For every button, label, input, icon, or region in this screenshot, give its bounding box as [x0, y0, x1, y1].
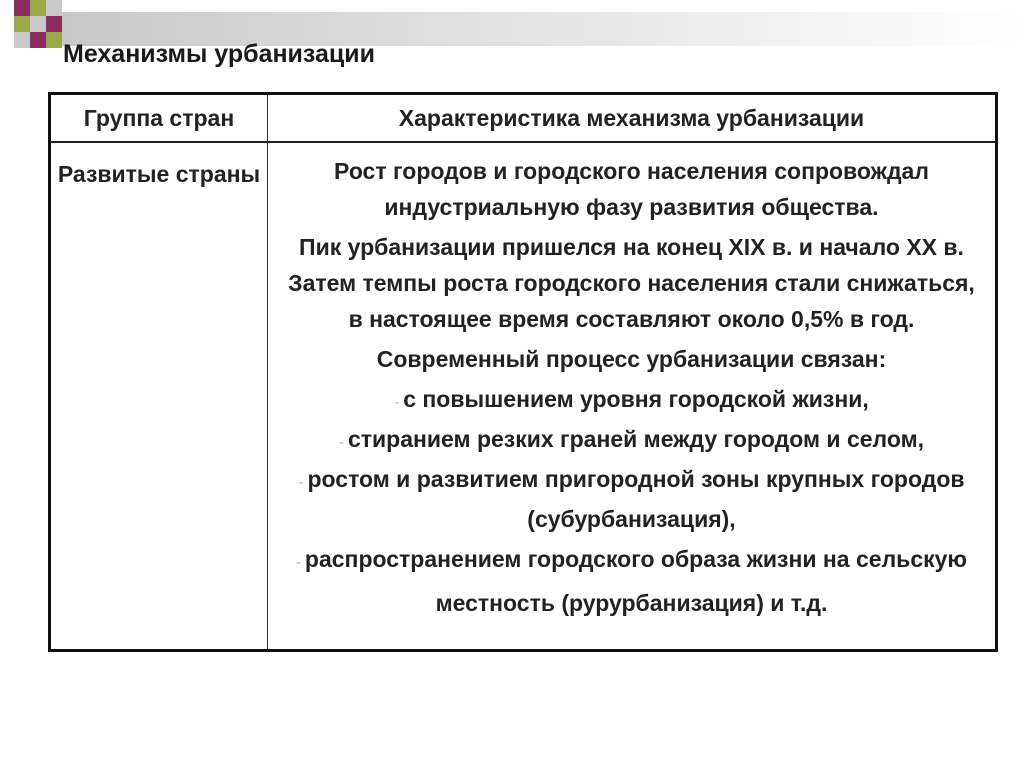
- slide-title: Механизмы урбанизации: [63, 40, 376, 68]
- bullet-marker: -: [338, 434, 344, 451]
- list-item: [286, 461, 977, 537]
- header-country-group: Группа стран: [50, 94, 268, 143]
- table-row: [50, 142, 997, 651]
- list-item-text: стиранием резких граней между городом и селом,: [347, 426, 924, 452]
- list-item: [286, 421, 977, 461]
- bullet-marker: -: [295, 554, 301, 571]
- bullet-marker: -: [298, 474, 304, 491]
- bullet-marker: -: [394, 394, 400, 411]
- urbanization-table: [48, 92, 998, 652]
- list-item-text: с повышением уровня городской жизни,: [403, 386, 869, 412]
- paragraph-growth: Рост городов и городского населения сопровождал индустриальную фазу развития общества.: [334, 158, 929, 220]
- list-item-text: ростом и развитием пригородной зоны крупных городов (субурбанизация),: [307, 466, 965, 532]
- list-item-text: распространением городского образа жизни на сельскую местность (рурурбанизация) и т.д.: [304, 546, 968, 616]
- table-header-row: [50, 94, 997, 143]
- header-characteristic: Характеристика механизма урбанизации: [268, 94, 997, 143]
- list-item: [286, 381, 977, 421]
- country-group-cell: Развитые страны: [50, 142, 268, 651]
- paragraph-peak: Пик урбанизации пришелся на конец XIX в. и начало XX в. Затем темпы роста городского населения стали снижаться, в настоящее время составляют около 0,5% в год.: [288, 234, 975, 332]
- paragraph-modern: Современный процесс урбанизации связан:: [376, 346, 887, 372]
- list-item: [286, 539, 977, 623]
- characteristic-cell: [268, 142, 997, 651]
